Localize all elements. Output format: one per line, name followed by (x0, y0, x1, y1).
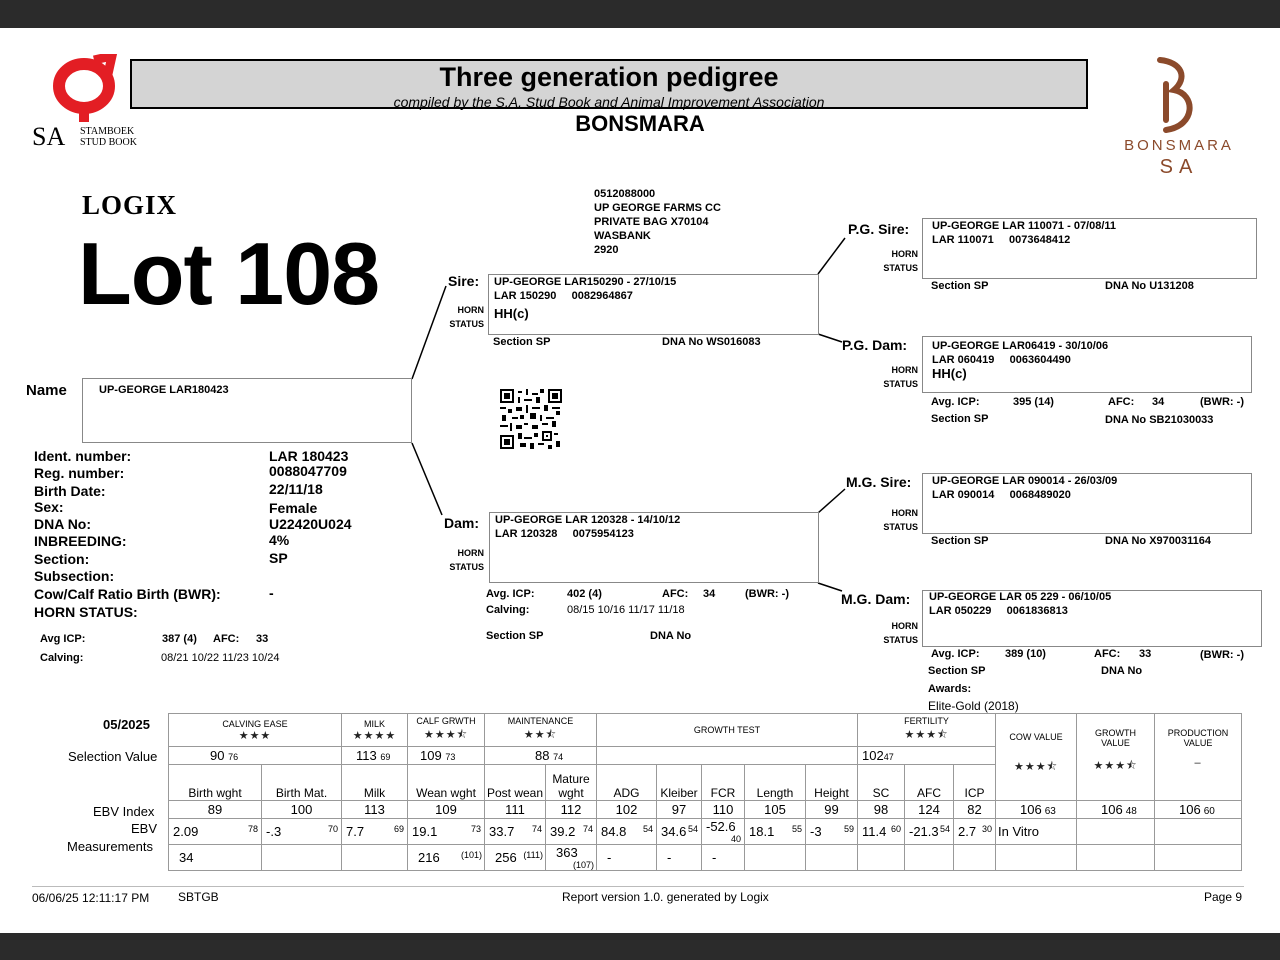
mg-sire-box (922, 473, 1252, 534)
sex-value: Female (269, 500, 318, 516)
horn-label: HORN (891, 249, 918, 259)
animal-calving-value: 08/21 10/22 11/23 10/24 (161, 652, 280, 664)
measurement-value: - (607, 850, 612, 865)
value-index-cell (1077, 801, 1155, 819)
horn-label: HORN (457, 548, 484, 558)
measurement-cell (169, 845, 262, 871)
bonsmara-logo-line2: SA (1159, 156, 1199, 178)
ebv-index-cell: 98 (858, 801, 905, 819)
award-value: Elite-Gold (2018) (928, 699, 1019, 713)
measurement-cell (905, 845, 954, 871)
footer-page: Page 9 (1204, 890, 1243, 904)
ebv-value-cell (485, 819, 546, 845)
measurement-value: 216 (418, 850, 440, 865)
ebv-value-cell (546, 819, 597, 845)
pg-sire-line2: LAR 110071 0073648412 (932, 234, 1071, 246)
pg-dam-section: Section SP (931, 413, 989, 425)
measurement-cell (858, 845, 905, 871)
sel-value: 102 (862, 748, 884, 763)
sel-acc: 76 (228, 752, 239, 762)
section-label: Section: (34, 551, 90, 567)
row-label-selection: Selection Value (68, 749, 158, 764)
ebv-column-header: SC (858, 765, 905, 801)
lot-number: Lot 108 (78, 224, 380, 323)
pg-dam-line1: UP-GEORGE LAR06419 - 30/10/06 (932, 340, 1109, 352)
dam-label: Dam: (444, 515, 480, 531)
mg-sire-section: Section SP (931, 535, 989, 547)
animal-afc-label: AFC: (213, 633, 240, 645)
ebv-index-cell: 97 (657, 801, 702, 819)
pg-dam-horn: HH(c) (932, 366, 967, 381)
dam-bwr: (BWR: -) (745, 588, 789, 600)
dam-line1: UP-GEORGE LAR 120328 - 14/10/12 (495, 514, 681, 526)
owner-line: PRIVATE BAG X70104 (594, 216, 709, 228)
measurement-cell (745, 845, 806, 871)
ebv-accuracy: 40 (730, 834, 741, 844)
studbook-line2: STUD BOOK (80, 137, 137, 148)
group-label: VALUE (1183, 738, 1213, 748)
group-label: GROWTH (1095, 728, 1136, 738)
pg-sire-section: Section SP (931, 280, 989, 292)
sire-box (488, 274, 819, 335)
qr-code (500, 389, 562, 449)
dam-calving-label: Calving: (486, 604, 530, 616)
mg-dam-dna: DNA No (1101, 665, 1143, 677)
mg-dam-label: M.G. Dam: (841, 591, 911, 607)
value-index-cell (1155, 801, 1242, 819)
sire-dna: DNA No WS016083 (662, 336, 761, 348)
ebv-value-cell (597, 819, 657, 845)
ebv-value: 2.7 (958, 824, 977, 839)
value-index: 106 (1020, 802, 1042, 817)
dam-section: Section SP (486, 630, 544, 642)
selection-ce (169, 747, 342, 765)
group-label: CALVING EASE (222, 718, 288, 729)
pg-dam-horn-status (872, 363, 918, 391)
status-label: STATUS (883, 635, 918, 645)
pg-sire-line1: UP-GEORGE LAR 110071 - 07/08/11 (932, 220, 1117, 232)
mg-dam-afc-value: 33 (1139, 648, 1152, 660)
measurement-value: 363 (556, 845, 578, 860)
value-index-cell (1155, 845, 1242, 871)
stars-icon: – (1194, 757, 1202, 769)
mg-dam-line2: LAR 050229 0061836813 (929, 605, 1068, 617)
ebv-index-cell: 124 (905, 801, 954, 819)
stars-icon: ★★⯪ (523, 728, 558, 741)
in-vitro-cell (996, 819, 1077, 845)
pg-dam-bwr: (BWR: -) (1200, 396, 1244, 408)
studbook-letters: SA (32, 122, 66, 151)
sire-line2: LAR 150290 0082964867 (494, 290, 633, 302)
production-value-header (1155, 714, 1242, 801)
value-accuracy: 60 (1203, 806, 1215, 817)
group-label: MILK (363, 718, 385, 729)
owner-line: 2920 (594, 244, 619, 256)
ebv-column-header: ICP (954, 765, 996, 801)
ebv-measurement-row (169, 845, 1242, 871)
pg-dam-icp-value: 395 (14) (1013, 396, 1054, 408)
ebv-value-row (169, 819, 1242, 845)
page-subtitle: compiled by the S.A. Stud Book and Animal Improvement Association (393, 94, 825, 110)
ebv-value: 33.7 (489, 824, 515, 839)
selection-cg (408, 747, 485, 765)
measurement-value: 256 (495, 850, 517, 865)
value-index: 106 (1101, 802, 1123, 817)
pg-dam-afc-label: AFC: (1108, 396, 1135, 408)
value-index-cell (996, 845, 1077, 871)
value-index-cell (1077, 819, 1155, 845)
reg-label: Reg. number: (34, 465, 125, 481)
mg-sire-dna: DNA No X970031164 (1105, 535, 1211, 547)
dam-afc-label: AFC: (662, 588, 689, 600)
mg-sire-line1: UP-GEORGE LAR 090014 - 26/03/09 (932, 475, 1118, 487)
value-accuracy: 63 (1044, 806, 1056, 817)
measurement-value: - (667, 850, 672, 865)
sel-acc: 73 (445, 752, 456, 762)
horn-label: HORN (891, 365, 918, 375)
pg-dam-box (922, 336, 1252, 393)
ebv-accuracy: 54 (939, 824, 950, 834)
measurement-count: (107) (572, 860, 594, 870)
footer-rule (32, 886, 1244, 887)
section-value: SP (269, 550, 288, 566)
group-maintenance (485, 714, 597, 747)
ebv-accuracy: 54 (687, 824, 698, 834)
ebv-accuracy: 74 (582, 824, 593, 834)
ebv-column-header: Milk (342, 765, 408, 801)
ebv-column-header: FCR (702, 765, 745, 801)
ebv-value-cell (169, 819, 262, 845)
measurement-cell (806, 845, 858, 871)
ebv-column-header: Kleiber (657, 765, 702, 801)
ebv-accuracy: 70 (327, 824, 338, 834)
ebv-value: -.3 (266, 824, 282, 839)
stars-icon: ★★★⯪ (1013, 761, 1058, 773)
animal-calving-label: Calving: (40, 652, 84, 664)
animal-afc-value: 33 (256, 633, 269, 645)
dam-horn-status (440, 546, 484, 574)
selection-maint (485, 747, 597, 765)
ebv-index-cell: 105 (745, 801, 806, 819)
sel-acc: 69 (380, 752, 391, 762)
ebv-column-header: Birth Mat. (262, 765, 342, 801)
group-label: CALF GRWTH (416, 715, 476, 726)
sire-section: Section SP (493, 336, 551, 348)
sel-value: 88 (535, 748, 550, 763)
ebv-column-header: ADG (597, 765, 657, 801)
viewer-bottom-bar (0, 933, 1280, 960)
dna-value: U22420U024 (269, 516, 352, 532)
group-growth-test: GROWTH TEST (597, 714, 858, 747)
animal-name-box (82, 378, 412, 443)
ebv-column-header: Birth wght (169, 765, 262, 801)
ebv-index-cell: 110 (702, 801, 745, 819)
awards-label: Awards: (928, 683, 972, 695)
logix-logo: LOGIX (82, 190, 178, 220)
row-label-ebv: EBV (131, 821, 158, 836)
sel-value: 113 (356, 748, 377, 763)
ebv-accuracy: 60 (890, 824, 901, 834)
footer-code: SBTGB (178, 890, 219, 904)
ebv-value-cell (342, 819, 408, 845)
pg-sire-dna: DNA No U131208 (1105, 280, 1194, 292)
mg-sire-label: M.G. Sire: (846, 474, 912, 490)
owner-line: UP GEORGE FARMS CC (594, 202, 721, 214)
ebv-index-cell: 112 (546, 801, 597, 819)
ebv-value: 2.09 (173, 824, 199, 839)
ident-value: LAR 180423 (269, 448, 349, 464)
value-index-cell (1077, 845, 1155, 871)
ebv-value-cell (905, 819, 954, 845)
ebv-accuracy: 30 (981, 824, 992, 834)
ebv-value: 84.8 (601, 824, 627, 839)
stars-icon: ★★★★ (352, 729, 397, 742)
birthdate-value: 22/11/18 (269, 481, 323, 497)
ebv-column-header: Wean wght (408, 765, 485, 801)
ebv-column-header: Post wean (485, 765, 546, 801)
animal-icp-value: 387 (4) (162, 633, 197, 645)
pg-dam-icp-label: Avg. ICP: (931, 396, 980, 408)
measurement-value: - (712, 850, 717, 865)
ebv-table (168, 713, 1242, 871)
measurement-cell (485, 845, 546, 871)
ebv-index-row (169, 801, 1242, 819)
dam-dna: DNA No (650, 630, 692, 642)
group-label: COW VALUE (1009, 732, 1063, 742)
dam-icp-label: Avg. ICP: (486, 588, 535, 600)
ebv-value-cell (954, 819, 996, 845)
sire-horn: HH(c) (494, 306, 529, 321)
ebv-accuracy: 54 (642, 824, 653, 834)
page-title: Three generation pedigree (439, 62, 779, 92)
measurement-cell (546, 845, 597, 871)
ebv-value-cell (657, 819, 702, 845)
subsection-label: Subsection: (34, 568, 115, 584)
group-calf-growth (408, 714, 485, 747)
ebv-value: -21.3 (909, 824, 939, 839)
sel-value: 109 (420, 748, 442, 763)
ebv-value: 34.6 (661, 824, 687, 839)
status-label: STATUS (883, 522, 918, 532)
cow-value-header (996, 714, 1077, 801)
ebv-value-cell (702, 819, 745, 845)
ebv-value: 19.1 (412, 824, 438, 839)
ebv-index-cell: 109 (408, 801, 485, 819)
pg-sire-horn-status (872, 247, 918, 275)
ebv-value: 7.7 (346, 824, 365, 839)
mg-sire-line2: LAR 090014 0068489020 (932, 489, 1071, 501)
selection-milk (342, 747, 408, 765)
ebv-column-header: Mature wght (546, 765, 597, 801)
mg-sire-horn-status (872, 506, 918, 534)
group-milk (342, 714, 408, 747)
mg-dam-icp-label: Avg. ICP: (931, 648, 980, 660)
status-label: STATUS (883, 263, 918, 273)
ebv-accuracy: 78 (247, 824, 258, 834)
ebv-column-header: AFC (905, 765, 954, 801)
breed-heading: BONSMARA (575, 111, 705, 136)
measurement-cell (954, 845, 996, 871)
ebv-accuracy: 74 (531, 824, 542, 834)
value-accuracy: 48 (1125, 806, 1137, 817)
group-label: MAINTENANCE (507, 715, 574, 726)
pg-sire-box (922, 218, 1257, 279)
measurement-count: (111) (523, 850, 543, 860)
status-label: STATUS (449, 562, 484, 572)
horn-label: HORN (891, 621, 918, 631)
ebv-index-cell: 89 (169, 801, 262, 819)
group-label: VALUE (1101, 738, 1130, 748)
bwr-label: Cow/Calf Ratio Birth (BWR): (34, 586, 221, 602)
group-calving-ease (169, 714, 342, 747)
sex-label: Sex: (34, 499, 64, 515)
ebv-accuracy: 69 (393, 824, 404, 834)
footer-report: Report version 1.0. generated by Logix (562, 890, 769, 904)
ebv-column-header: Length (745, 765, 806, 801)
ebv-value-cell (745, 819, 806, 845)
row-label-measurements: Measurements (67, 839, 153, 854)
measurement-cell (597, 845, 657, 871)
group-label: FERTILITY (904, 715, 949, 726)
measurement-cell (702, 845, 745, 871)
row-label-index: EBV Index (93, 804, 155, 819)
status-label: STATUS (883, 379, 918, 389)
dam-icp-value: 402 (4) (567, 588, 602, 600)
ebv-value: -3 (810, 824, 822, 839)
ebv-column-header: Height (806, 765, 858, 801)
mg-dam-icp-value: 389 (10) (1005, 648, 1046, 660)
sel-value: 90 (210, 748, 225, 763)
ebv-value: 18.1 (749, 824, 775, 839)
studbook-line1: STAMBOEK (80, 126, 135, 137)
name-label: Name (26, 382, 67, 399)
selection-growth-test (597, 747, 858, 765)
ident-label: Ident. number: (34, 448, 132, 464)
dam-line2: LAR 120328 0075954123 (495, 528, 634, 540)
stars-icon: ★★★⯪ (1093, 760, 1138, 772)
animal-name: UP-GEORGE LAR180423 (99, 384, 229, 396)
sire-line1: UP-GEORGE LAR150290 - 27/10/15 (494, 276, 677, 288)
horn-status-label: HORN STATUS: (34, 604, 138, 620)
footer-datetime: 06/06/25 12:11:17 PM (32, 891, 150, 905)
sire-horn-status (440, 303, 484, 331)
stars-icon: ★★★⯪ (423, 728, 468, 741)
mg-dam-horn-status (872, 619, 918, 647)
stars-icon: ★★★⯪ (904, 728, 949, 741)
measurement-value: 34 (179, 850, 194, 865)
measurement-cell (262, 845, 342, 871)
owner-line: WASBANK (594, 230, 651, 242)
horn-label: HORN (457, 305, 484, 315)
ebv-index-cell: 100 (262, 801, 342, 819)
sel-acc: 74 (553, 752, 564, 762)
pg-dam-afc-value: 34 (1152, 396, 1165, 408)
status-label: STATUS (449, 319, 484, 329)
growth-value-header (1077, 714, 1155, 801)
animal-icp-label: Avg ICP: (40, 633, 86, 645)
group-fertility (858, 714, 996, 747)
measurement-cell (408, 845, 485, 871)
ebv-value-cell (408, 819, 485, 845)
birthdate-label: Birth Date: (34, 483, 106, 499)
inbreeding-value: 4% (269, 532, 290, 548)
ebv-value: 11.4 (862, 824, 887, 839)
value-index-cell (1155, 819, 1242, 845)
mg-dam-line1: UP-GEORGE LAR 05 229 - 06/10/05 (929, 591, 1112, 603)
pg-dam-dna: DNA No SB21030033 (1105, 414, 1214, 426)
ebv-value-cell (806, 819, 858, 845)
ebv-value: -52.6 (706, 819, 736, 834)
ebv-date: 05/2025 (103, 717, 150, 732)
group-label: PRODUCTION (1167, 728, 1229, 738)
measurement-cell (657, 845, 702, 871)
mg-dam-box (922, 590, 1262, 647)
dam-box (489, 512, 819, 583)
ebv-value-cell (262, 819, 342, 845)
inbreeding-label: INBREEDING: (34, 533, 127, 549)
value-index: 106 (1179, 802, 1201, 817)
measurement-count: (101) (460, 850, 482, 860)
ebv-index-cell: 82 (954, 801, 996, 819)
value-index-cell (996, 801, 1077, 819)
ebv-index-cell: 113 (342, 801, 408, 819)
pg-dam-label: P.G. Dam: (842, 337, 908, 353)
selection-fert (858, 747, 996, 765)
measurement-cell (342, 845, 408, 871)
ebv-index-cell: 99 (806, 801, 858, 819)
ebv-value: 39.2 (550, 824, 576, 839)
owner-line: 0512088000 (594, 188, 656, 200)
pg-dam-line2: LAR 060419 0063604490 (932, 354, 1071, 366)
ebv-index-cell: 111 (485, 801, 546, 819)
ebv-accuracy: 73 (470, 824, 481, 834)
mg-dam-afc-label: AFC: (1094, 648, 1121, 660)
mg-dam-bwr: (BWR: -) (1200, 649, 1244, 661)
mg-dam-section: Section SP (928, 665, 986, 677)
sire-label: Sire: (448, 273, 480, 289)
bonsmara-logo-line1: BONSMARA (1124, 137, 1234, 154)
dna-label: DNA No: (34, 516, 92, 532)
reg-value: 0088047709 (269, 463, 347, 479)
in-vitro-label: In Vitro (998, 824, 1039, 839)
bwr-value: - (269, 585, 274, 601)
horn-label: HORN (891, 508, 918, 518)
stars-icon: ★★★ (238, 729, 272, 742)
sel-acc: 47 (883, 752, 894, 762)
dam-calving-value: 08/15 10/16 11/17 11/18 (567, 604, 685, 616)
ebv-accuracy: 59 (843, 824, 854, 834)
ebv-index-cell: 102 (597, 801, 657, 819)
dam-afc-value: 34 (703, 588, 716, 600)
ebv-value-cell (858, 819, 905, 845)
pg-sire-label: P.G. Sire: (848, 221, 910, 237)
ebv-accuracy: 55 (791, 824, 802, 834)
